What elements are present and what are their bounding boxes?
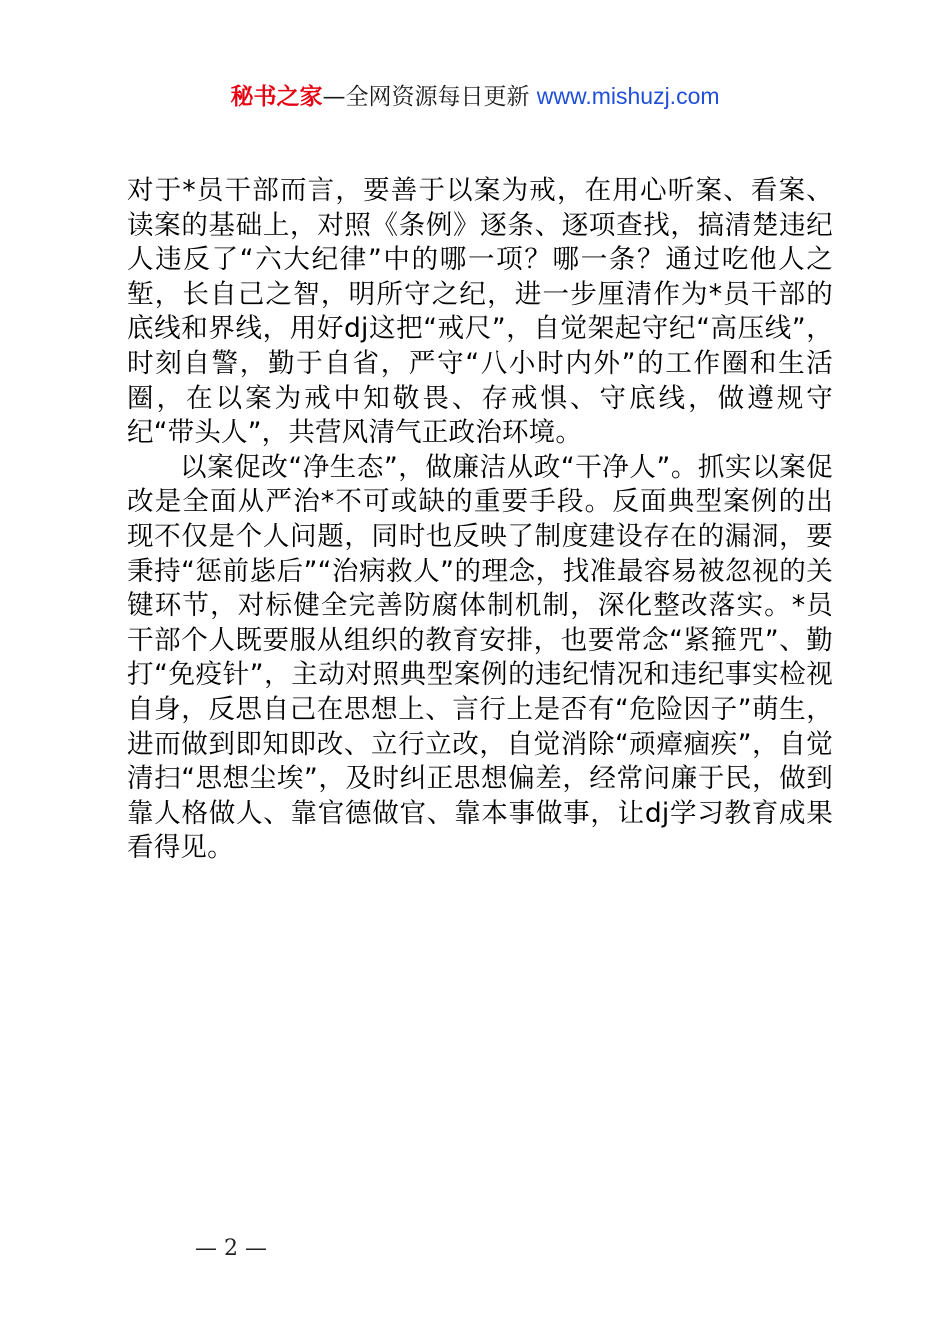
paragraph-1: 对于*员干部而言，要善于以案为戒，在用心听案、看案、读案的基础上，对照《条例》逐条、逐项查找，搞清楚违纪人违反了“六大纪律”中的哪一项？哪一条？通过吃他人之堑，长自己之智，明所守之纪，进一步厘清作为*员干部的底线和界线，用好dj这把“戒尺”，自觉架起守纪“高压线”，时刻自警，勤于自省，严守“八小时内外”的工作圈和生活圈，在以案为戒中知敬畏、存戒惧、守底线，做遵规守纪“带头人”，共营风清气正政治环境。 [127,175,833,449]
document-body [127,174,833,866]
page-number: — 2 — [195,1236,267,1261]
site-url-link[interactable]: www.mishuzj.com [536,83,720,109]
header-tagline: —全网资源每日更新 [322,84,537,110]
brand-name: 秘书之家 [230,84,323,110]
site-header [0,80,950,113]
paragraph-2: 以案促改“净生态”，做廉洁从政“干净人”。抓实以案促改是全面从严治*不可或缺的重要手段。反面典型案例的出现不仅是个人问题，同时也反映了制度建设存在的漏洞，要秉持“惩前毖后”“治病救人”的理念，找准最容易被忽视的关键环节，对标健全完善防腐体制机制，深化整改落实。*员干部个人既要服从组织的教育安排，也要常念“紧箍咒”、勤打“免疫针”，主动对照典型案例的违纪情况和违纪事实检视自身，反思自己在思想上、言行上是否有“危险因子”萌生，进而做到即知即改、立行立改，自觉消除“顽瘴痼疾”，自觉清扫“思想尘埃”，及时纠正思想偏差，经常问廉于民，做到靠人格做人、靠官德做官、靠本事做事，让dj学习教育成果看得见。 [127,451,833,864]
